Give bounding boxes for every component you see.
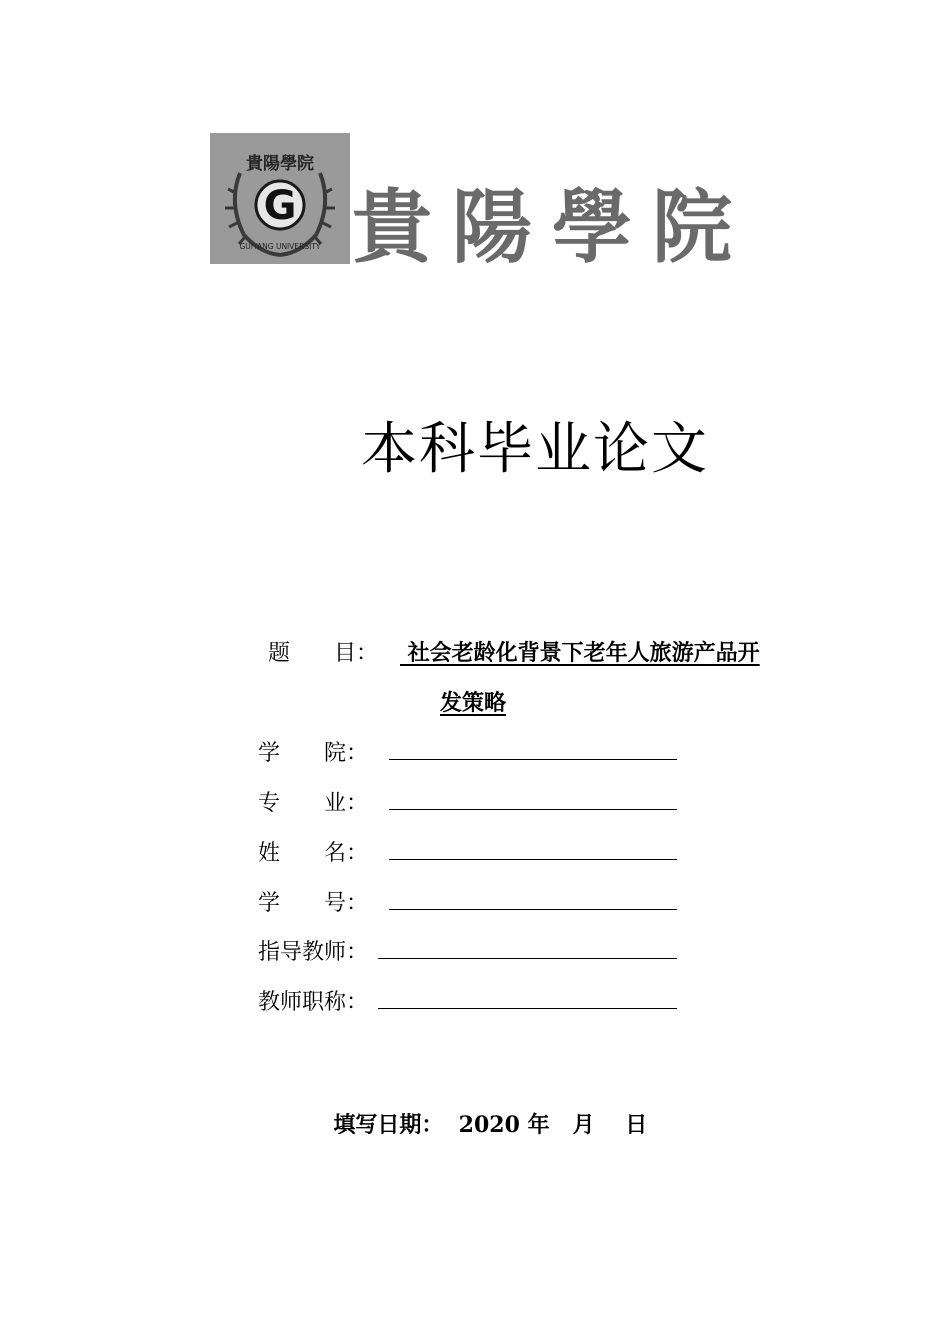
major-blank-line	[389, 809, 677, 810]
calligraphy-char-2: 陽	[452, 179, 540, 274]
major-label: 专 业：	[258, 791, 369, 816]
date-year-unit: 年	[527, 1112, 550, 1138]
topic-label: 题 目：	[268, 641, 379, 666]
calligraphy-char-1: 貴	[352, 179, 440, 274]
topic-value-line-1: 社会老龄化背景下老年人旅游产品开	[400, 640, 760, 666]
college-label: 学 院：	[258, 741, 369, 766]
topic-value-line-2: 发策略	[440, 690, 507, 716]
seal-bottom-text: GUIYANG UNIVERSITY	[239, 242, 321, 251]
date-year: 2020	[458, 1112, 520, 1138]
name-label: 姓 名：	[258, 841, 369, 866]
advisor-title-blank-line	[378, 1008, 677, 1009]
document-title: 本科毕业论文	[361, 417, 709, 482]
calligraphy-char-3: 學	[552, 179, 640, 274]
college-blank-line	[389, 759, 677, 760]
name-blank-line	[389, 859, 677, 860]
seal-top-text: 貴陽學院	[246, 154, 314, 174]
university-name-calligraphy	[352, 170, 782, 274]
student-id-label: 学 号：	[258, 891, 369, 916]
advisor-blank-line	[378, 958, 677, 959]
date-month-unit: 月	[572, 1112, 595, 1138]
calligraphy-char-4: 院	[652, 179, 740, 274]
seal-letter: G	[263, 183, 297, 229]
fill-date-row	[318, 1082, 647, 1139]
advisor-label: 指导教师：	[258, 940, 369, 965]
advisor-title-label: 教师职称：	[258, 990, 369, 1015]
student-id-blank-line	[389, 909, 677, 910]
date-label: 填写日期：	[333, 1112, 444, 1138]
university-seal-logo	[210, 133, 350, 264]
date-day-unit: 日	[625, 1112, 648, 1138]
